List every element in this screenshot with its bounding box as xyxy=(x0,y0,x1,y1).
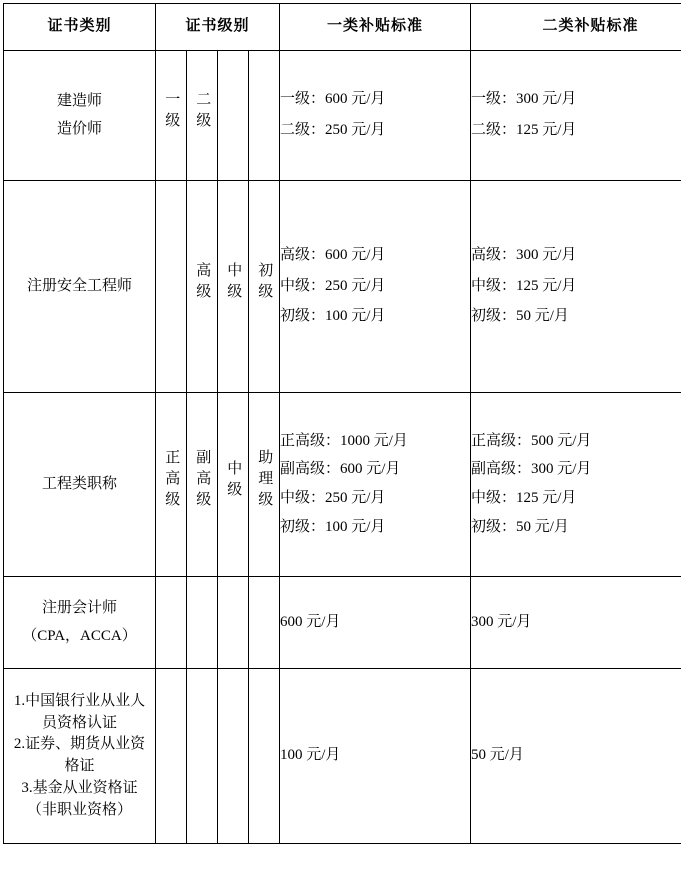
level-cell-empty xyxy=(249,51,280,181)
level-cell xyxy=(249,181,280,393)
level-cell xyxy=(218,181,249,393)
category-line: 格证 xyxy=(4,756,155,778)
table-row xyxy=(4,577,681,669)
level-cell-empty xyxy=(156,669,187,844)
type-b-cell xyxy=(471,181,681,393)
level-cell-empty xyxy=(249,577,280,669)
level-label: 副高级 xyxy=(194,449,211,512)
amount-line: 初级：100 元/月 xyxy=(280,306,470,328)
amount-line: 二级：125 元/月 xyxy=(471,120,681,142)
level-label: 一级 xyxy=(163,91,180,133)
amount-line: 高级：300 元/月 xyxy=(471,245,681,267)
level-label: 初级 xyxy=(256,262,273,304)
amount-line: 副高级：300 元/月 xyxy=(471,459,681,481)
level-label: 中级 xyxy=(225,262,242,304)
level-cell-empty xyxy=(218,577,249,669)
amount-line: 正高级：500 元/月 xyxy=(471,431,681,453)
category-line: （非职业资格） xyxy=(4,800,155,822)
type-b-cell xyxy=(471,577,681,669)
subsidy-standards-table xyxy=(3,3,681,844)
type-b-cell xyxy=(471,669,681,844)
amount-line: 副高级：600 元/月 xyxy=(280,459,470,481)
amount-line: 一级：600 元/月 xyxy=(280,89,470,111)
category-line: 工程类职称 xyxy=(4,474,155,496)
type-b-cell xyxy=(471,51,681,181)
level-label: 二级 xyxy=(194,91,211,133)
level-cell-empty xyxy=(218,51,249,181)
table-header-row xyxy=(4,4,681,51)
category-line: 建造师 xyxy=(4,91,155,113)
level-cell xyxy=(156,393,187,577)
amount-line: 初级：100 元/月 xyxy=(280,517,470,539)
type-a-cell xyxy=(280,393,471,577)
category-line: 注册安全工程师 xyxy=(4,276,155,298)
row-category xyxy=(4,51,156,181)
level-cell xyxy=(187,51,218,181)
level-cell-empty xyxy=(249,669,280,844)
amount-line: 正高级：1000 元/月 xyxy=(280,431,470,453)
level-label: 助理级 xyxy=(256,449,273,512)
amount-line: 中级：125 元/月 xyxy=(471,488,681,510)
type-a-cell xyxy=(280,181,471,393)
level-label: 中级 xyxy=(225,460,242,502)
row-category xyxy=(4,577,156,669)
amount-line: 初级：50 元/月 xyxy=(471,517,681,539)
table-row xyxy=(4,669,681,844)
level-cell-empty xyxy=(156,181,187,393)
header-level: 证书级别 xyxy=(156,4,280,51)
amount-line: 100 元/月 xyxy=(280,745,470,767)
level-cell xyxy=(187,393,218,577)
amount-line: 高级：600 元/月 xyxy=(280,245,470,267)
category-line: 造价师 xyxy=(4,119,155,141)
header-category: 证书类别 xyxy=(4,4,156,51)
table-row xyxy=(4,181,681,393)
amount-line: 50 元/月 xyxy=(471,745,681,767)
level-label: 高级 xyxy=(194,262,211,304)
level-cell xyxy=(249,393,280,577)
amount-line: 300 元/月 xyxy=(471,612,681,634)
level-cell xyxy=(218,393,249,577)
amount-line: 中级：250 元/月 xyxy=(280,276,470,298)
amount-line: 一级：300 元/月 xyxy=(471,89,681,111)
level-cell-empty xyxy=(156,577,187,669)
type-a-cell xyxy=(280,669,471,844)
category-line: 2.证券、期货从业资 xyxy=(4,734,155,756)
level-cell xyxy=(187,181,218,393)
amount-line: 中级：250 元/月 xyxy=(280,488,470,510)
amount-line: 二级：250 元/月 xyxy=(280,120,470,142)
category-line: 1.中国银行业从业人 xyxy=(4,691,155,713)
level-cell xyxy=(156,51,187,181)
header-type-a: 一类补贴标准 xyxy=(280,4,471,51)
category-line: 3.基金从业资格证 xyxy=(4,778,155,800)
amount-line: 600 元/月 xyxy=(280,612,470,634)
table-row xyxy=(4,51,681,181)
level-label: 正高级 xyxy=(163,449,180,512)
amount-line: 初级：50 元/月 xyxy=(471,306,681,328)
level-cell-empty xyxy=(187,669,218,844)
level-cell-empty xyxy=(187,577,218,669)
level-cell-empty xyxy=(218,669,249,844)
type-a-cell xyxy=(280,577,471,669)
header-type-b: 二类补贴标准 xyxy=(471,4,681,51)
row-category xyxy=(4,393,156,577)
type-a-cell xyxy=(280,51,471,181)
category-line: 员资格认证 xyxy=(4,713,155,735)
type-b-cell xyxy=(471,393,681,577)
row-category xyxy=(4,181,156,393)
category-line: 注册会计师 xyxy=(4,598,155,620)
table-row xyxy=(4,393,681,577)
row-category xyxy=(4,669,156,844)
document-page xyxy=(0,3,681,875)
amount-line: 中级：125 元/月 xyxy=(471,276,681,298)
category-line: （CPA，ACCA） xyxy=(4,626,155,648)
